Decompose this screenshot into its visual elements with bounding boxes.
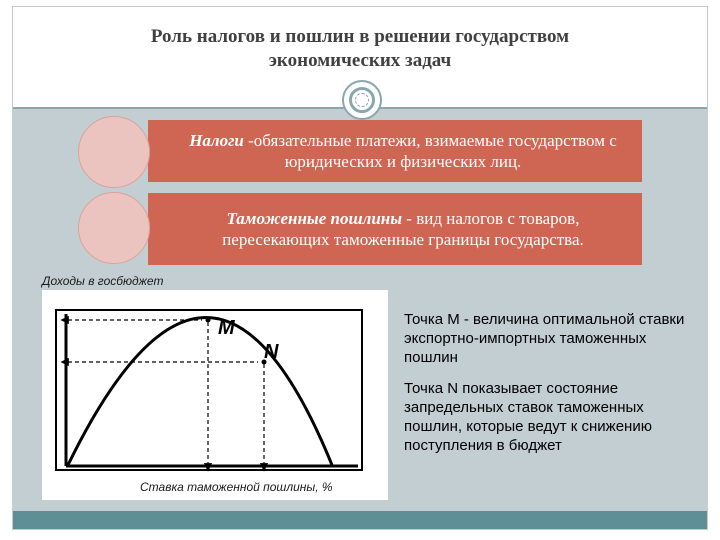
notes-panel	[404, 310, 704, 467]
graph-x-label: Ставка таможенной пошлины, %	[140, 480, 333, 494]
point-m	[206, 318, 211, 323]
laffer-graph	[42, 290, 388, 500]
definition-box-taxes	[148, 120, 642, 182]
laffer-graph-panel	[42, 290, 388, 500]
definition-body: -обязательные платежи, взимаемые государством с юридических и физических лиц.	[243, 131, 617, 171]
point-m-label: M	[218, 317, 235, 339]
definition-text-duties	[178, 208, 628, 250]
graph-y-label: Доходы в госбюджет	[42, 274, 164, 288]
note-point-m: Точка М - величина оптимальной ставки экспортно-импортных таможенных пошлин	[404, 311, 685, 366]
note-point-n: Точка N показывает состояние запредельных ставок таможенных пошлин, которые ведут к снижению поступления в бюджет	[404, 380, 652, 454]
definition-box-duties	[148, 193, 642, 265]
laffer-curve	[68, 318, 332, 466]
slide-title: Роль налогов и пошлин в решении государством экономических задач	[150, 26, 570, 71]
decor-circle-taxes	[78, 116, 150, 188]
point-n-label: N	[264, 341, 279, 363]
definition-text-taxes	[178, 130, 628, 172]
footer-bar	[13, 511, 707, 529]
definition-body: - вид налогов с товаров, пересекающих таможенные границы государства.	[222, 209, 584, 249]
ring-emblem-core	[355, 93, 369, 107]
graph-outer-border	[56, 310, 362, 470]
decor-circle-duties	[78, 192, 150, 264]
definition-term: Налоги	[189, 131, 244, 150]
definition-term: Таможенные пошлины	[226, 209, 403, 228]
ring-emblem-icon	[342, 80, 382, 120]
